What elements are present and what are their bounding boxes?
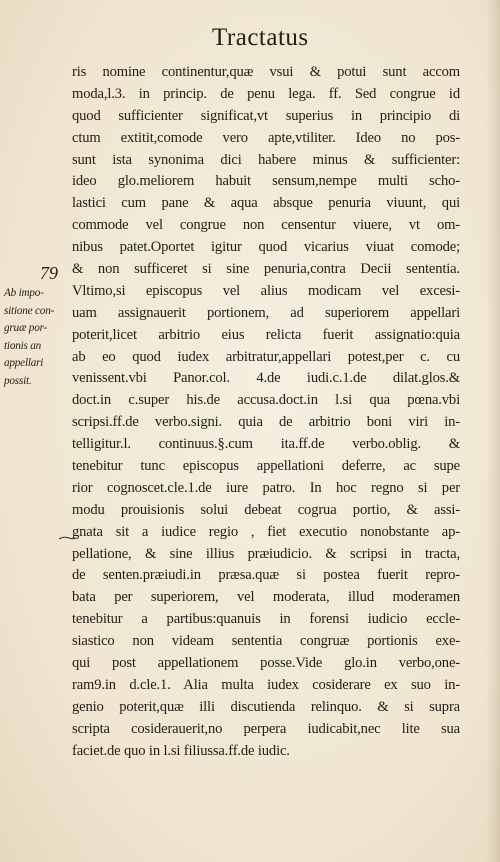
text-line: modu prouisionis solui debeat cogrua portio, & assi- [72, 501, 460, 518]
text-line: Vltimo,si episcopus vel alius modicam vel excesi- [72, 282, 460, 299]
marginal-note-line: gruæ por- [4, 322, 48, 335]
text-line: nibus patet.Oportet igitur quod vicarius viuat comode; [72, 239, 460, 256]
text-line: poterit,licet arbitrio eius relicta fuerit assignatio:quia [72, 326, 460, 343]
section-number: 79 [40, 263, 58, 283]
text-line: tenebitur a partibus:quanuis in forensi iudicio eccle- [72, 611, 460, 628]
text-line: quod sufficienter significat,vt superius in principio di [72, 107, 460, 124]
text-line: ram9.in d.cle.1. Alia multa iudex cosiderare ex suo in- [72, 676, 460, 693]
text-line: rior cognoscet.cle.1.de iure patro. In hoc regno si per [72, 479, 460, 496]
marginal-note-line: Ab impo- [4, 287, 44, 299]
text-line: sunt ista synonima dici habere minus & sufficienter: [72, 151, 460, 168]
text-line: moda,l.3. in princip. de penu lega. ff. Sed congrue id [72, 85, 460, 102]
text-line: scripsi.ff.de verbo.signi. quia de arbitrio boni viri in- [72, 414, 460, 431]
text-line: siastico non videam sententia congruæ portionis exe- [72, 633, 460, 650]
text-line: uam assignauerit portionem, ad superiorem appellari [72, 304, 460, 321]
text-line: pellatione, & sine illius præiudicio. & scripsi in tracta, [72, 545, 460, 562]
text-line: commode vel congrue non censentur viuere, vt om- [72, 217, 460, 234]
text-line: ab eo quod iudex arbitratur,appellari potest,per c. cu [72, 348, 460, 365]
marginal-note-line: appellari [4, 357, 44, 370]
page-edge-shadow [486, 0, 500, 862]
text-line: ctum extitit,comode vero apte,vtiliter. Ideo no pos- [72, 129, 460, 146]
text-line: venissent.vbi Panor.col. 4.de iudi.c.1.de dilat.glos.& [72, 370, 460, 387]
text-line: scripta cosiderauerit,no perpera iudicabit,nec lite sua [72, 720, 460, 737]
marginal-note-line: tionis an [4, 339, 42, 352]
marginal-note-line: sitione con- [4, 304, 55, 317]
text-line: tenebitur tunc episcopus appellationi deferre, ac supe [72, 458, 460, 475]
text-line: ris nomine continentur,quæ vsui & potui sunt accom [72, 64, 460, 80]
marginal-note-line: possit. [4, 374, 32, 387]
marginal-note [4, 285, 70, 391]
text-line: & non sufficeret si sine penuria,contra Decii sententia. [72, 261, 460, 278]
text-line: ideo glo.meliorem habuit sensum,nempe multi scho- [72, 173, 460, 190]
text-line: genio poterit,quæ illi discutienda relinquo. & si supra [72, 698, 460, 715]
text-line: faciet.de quo in l.si filiussa.ff.de iudic. [72, 742, 290, 759]
text-line: telligitur.l. continuus.§.cum ita.ff.de verbo.oblig. & [72, 436, 460, 453]
body-text [72, 62, 460, 763]
text-line: lastici cum pane & aqua absque penuria viuunt, qui [72, 195, 460, 212]
text-line: bata per superiorem, vel moderata, illud moderamen [72, 589, 460, 606]
text-line: qui post appellationem posse.Vide glo.in verbo,one- [72, 655, 460, 672]
text-line: doct.in c.super his.de accusa.doct.in l.si qua pœna.vbi [72, 392, 460, 409]
text-line: de senten.præiudi.in præsa.quæ si postea fuerit repro- [72, 567, 460, 584]
text-line: gnata sit a iudice regio , fiet executio nonobstante ap- [72, 523, 460, 540]
running-head: Tractatus [212, 24, 309, 51]
